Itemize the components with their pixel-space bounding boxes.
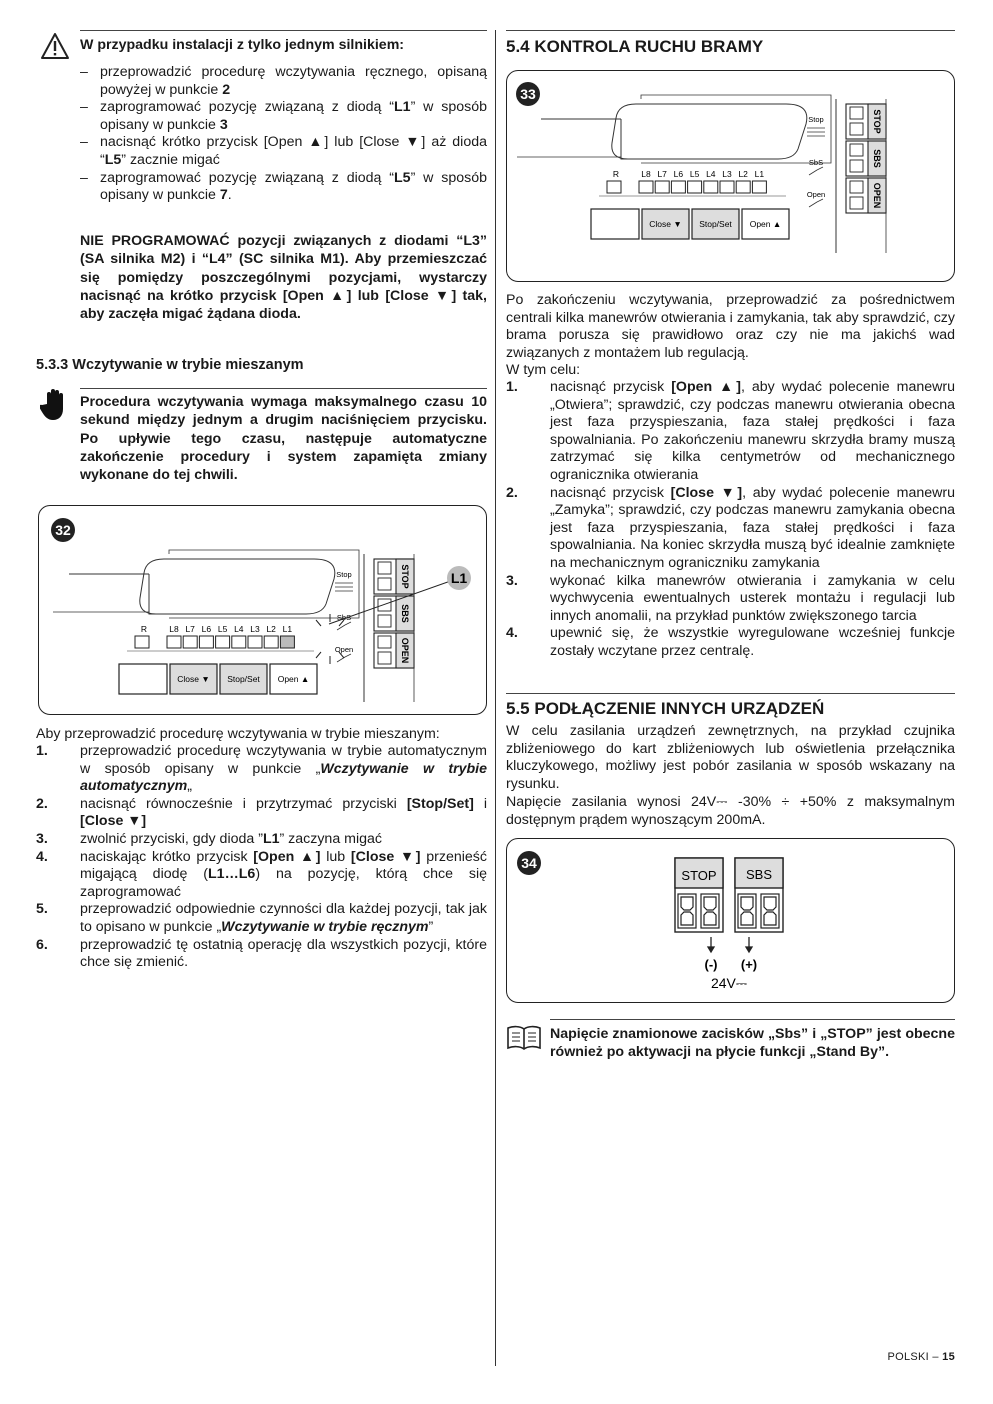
led-label: L4	[706, 169, 716, 179]
list-item: – nacisnąć krótko przycisk [Open ▲] lub [Close ▼] aż dioda “L5” zacznie migać	[80, 134, 487, 169]
blank-button	[119, 664, 167, 694]
check-intro: W tym celu:	[506, 362, 581, 378]
list-item: 4. naciskając krótko przycisk [Open ▲] lub [Close ▼] przenieść migającą diodę (L1…L6) na pozycję, którą chce się zaprogramować	[36, 848, 487, 900]
terminal-label: Stop	[808, 115, 824, 124]
led-square	[135, 636, 149, 648]
page-number: 15	[942, 1351, 955, 1363]
warning-icon	[40, 32, 70, 60]
led-label: L3	[722, 169, 732, 179]
terminal-block-label: SBS	[400, 604, 410, 623]
led-label: L3	[250, 624, 260, 634]
led-label: L1	[282, 624, 293, 634]
voltage-paragraph: Napięcie zasilania wynosi 24V⎓ -30% ÷ +50% z maksymalnym dostępnym prądem wynoszącym 200mA.	[506, 794, 955, 828]
hand-icon	[40, 388, 70, 422]
terminal-block-label: OPEN	[872, 182, 882, 209]
terminal-label: SbS	[808, 158, 824, 167]
led-square	[671, 181, 685, 193]
led-square	[720, 181, 734, 193]
stop-terminal-label: STOP	[681, 868, 717, 883]
board-button-label: Stop/Set	[699, 219, 732, 229]
led-label: L5	[689, 169, 700, 179]
list-item: 3. zwolnić przyciski, gdy dioda ”L1” zaczyna migać	[36, 830, 382, 847]
minus-label: (-)	[704, 957, 718, 972]
blank-button	[591, 209, 639, 239]
led-square	[167, 636, 181, 648]
hand-rule	[80, 388, 487, 389]
voltage-label: 24V⎓	[710, 975, 748, 991]
terminal-block-label: STOP	[872, 109, 882, 134]
board-button-label: Stop/Set	[227, 674, 260, 684]
section-55-title: 5.5 PODŁĄCZENIE INNYCH URZĄDZEŃ	[506, 699, 825, 718]
footer-language: POLSKI –	[887, 1351, 943, 1363]
terminal-block-label: SBS	[872, 149, 882, 168]
board-button-label: Open ▲	[749, 219, 782, 229]
check-paragraph: Po zakończeniu wczytywania, przeprowadzić za pośrednictwem centrali kilka manewrów otwierania i zamykania, tak aby sprawdzić, czy brama porusza się prawidłowo oraz czy nie ma jakichś wad związanych z montażem lub regulacją.	[506, 292, 955, 361]
led-square	[607, 181, 621, 193]
led-label: L5	[217, 624, 228, 634]
list-item: 1. przeprowadzić procedurę wczytywania w trybie automatycznym w sposób opisany w punkcie „Wczytywanie w trybie automatycznym„	[36, 743, 487, 795]
board-button-label: Close ▼	[649, 219, 682, 229]
led-label: L2	[266, 624, 276, 634]
control-board-diagram	[507, 71, 956, 283]
figure-34	[506, 838, 955, 1003]
mixed-steps-list	[36, 743, 487, 972]
led-label: L1	[754, 169, 765, 179]
list-item: 4. upewnić się, że wszystkie wyregulowane wcześniej funkcje zostały wczytane przez centralę.	[506, 625, 955, 659]
page-footer	[887, 1349, 955, 1367]
single-motor-list	[80, 64, 487, 205]
terminal-label: Open	[334, 645, 354, 654]
led-square	[264, 636, 278, 648]
terminal-diagram	[507, 839, 956, 1004]
list-item: 6. przeprowadzić tę ostatnią operację dla wszystkich pozycji, które chce się zmienić.	[36, 936, 487, 971]
list-item: – przeprowadzić procedurę wczytywania ręcznego, opisaną powyżej w punkcie 2	[80, 64, 487, 99]
list-item: – zaprogramować pozycję związaną z diodą “L5” w sposób opisany w punkcie 7.	[80, 170, 487, 205]
led-square	[280, 636, 294, 648]
terminal-label: SbS	[336, 613, 352, 622]
check-steps-list	[506, 379, 955, 661]
book-note: Napięcie znamionowe zacisków „Sbs” i „STOP” jest obecne również po aktywacji na płycie funkcji „Stand By”.	[550, 1026, 955, 1061]
led-label: L6	[201, 624, 212, 634]
figure-34-number: 34	[517, 851, 541, 875]
led-label: L7	[657, 169, 667, 179]
board-button-label: Open ▲	[277, 674, 310, 684]
list-item: 3. wykonać kilka manewrów otwierania i zamykania w celu wychwycenia ewentualnych usterek montażu i regulacji lub innych anomalii, na przykład punktów zwiększonego tarcia	[506, 572, 955, 624]
list-item: 2. nacisnąć przycisk [Close ▼], aby wydać polecenie manewru „Zamyka”; sprawdzić, czy podczas manewru zamykania obecna jest faza przyspieszania, faza stałej prędkości i faza spowalniania. Na koniec skrzydła muszą być idealnie zamknięte na mechanicznym ograniczniku zamykania	[506, 484, 955, 571]
warning-rule	[80, 30, 487, 31]
led-square	[736, 181, 750, 193]
mixed-intro: Aby przeprowadzić procedurę wczytywania w trybie mieszanym:	[36, 726, 440, 742]
list-item: – zaprogramować pozycję związaną z diodą “L1” w sposób opisany w punkcie 3	[80, 99, 487, 134]
board-button-label: Close ▼	[177, 674, 210, 684]
led-label: L8	[169, 624, 179, 634]
terminal-block-label: OPEN	[400, 637, 410, 664]
power-paragraph: W celu zasilania urządzeń zewnętrznych, na przykład czujnika zbliżeniowego do kart zbliżeniowych lub oświetlenia przełącznika kluczykowego, możliwy jest pobór zasilania w sposób wskazany na rysunku.	[506, 723, 955, 792]
terminal-label: Open	[806, 190, 826, 199]
figure-33	[506, 70, 955, 282]
l1-callout: L1	[450, 570, 468, 586]
led-square	[232, 636, 246, 648]
list-item: 5. przeprowadzić odpowiednie czynności dla każdej pozycji, tak jak to opisano w punkcie „Wczytywanie w trybie ręcznym”	[36, 901, 487, 935]
column-divider	[495, 30, 496, 1366]
figure-32	[38, 505, 487, 715]
terminal-label: Stop	[336, 570, 352, 579]
led-square	[216, 636, 230, 648]
terminal-block-label: STOP	[400, 564, 410, 589]
led-label: L6	[673, 169, 684, 179]
hand-note: Procedura wczytywania wymaga maksymalnego czasu 10 sekund między jednym a drugim naciśnięciem przycisku. Po upływie tego czasu, następuje automatyczne zakończenie procedury i system zapamięta zmiany wykonane do tej chwili.	[80, 394, 487, 484]
section-55-rule	[506, 693, 955, 694]
led-square	[199, 636, 213, 648]
led-square	[248, 636, 262, 648]
led-label: L7	[185, 624, 195, 634]
plus-label: (+)	[740, 957, 758, 972]
control-board-diagram	[39, 506, 488, 716]
list-item: 1. nacisnąć przycisk [Open ▲], aby wydać polecenie manewru „Otwiera”; sprawdzić, czy podczas manewru otwierania obecna jest faza przyspieszania, faza stałej prędkości i faza spowalniania. Po zakończeniu manewru skrzydła bramy muszą zatrzymać się kilka centymetrów od mechanicznego ogranicznika otwierania	[506, 379, 955, 483]
led-label: R	[612, 169, 620, 179]
book-icon	[506, 1025, 542, 1051]
warning-title: W przypadku instalacji z tylko jednym silnikiem:	[80, 37, 405, 53]
led-square	[639, 181, 653, 193]
led-square	[655, 181, 669, 193]
led-label: L4	[234, 624, 244, 634]
section-54-rule	[506, 30, 955, 31]
led-square	[688, 181, 702, 193]
section-54-title: 5.4 KONTROLA RUCHU BRAMY	[506, 37, 764, 56]
led-square	[752, 181, 766, 193]
sbs-terminal-label: SBS	[745, 867, 773, 882]
led-label: L8	[641, 169, 651, 179]
book-rule	[550, 1019, 955, 1020]
led-label: R	[140, 624, 148, 634]
led-square	[704, 181, 718, 193]
section-533-title: 5.3.3 Wczytywanie w trybie mieszanym	[36, 357, 304, 373]
notice-text: NIE PROGRAMOWAĆ pozycji związanych z diodami “L3” (SA silnika M2) i “L4” (SC silnika M1). Aby przemieszczać się pomiędzy poszczególnymi pozycjami, wystarczy nacisnąć na krótko przycisk [Open ▲] lub [Close ▼] tak, aby zaczęła migać żądana dioda.	[80, 233, 487, 323]
list-item: 2. nacisnąć równocześnie i przytrzymać przyciski [Stop/Set] i [Close ▼]	[36, 795, 487, 830]
led-square	[183, 636, 197, 648]
figure-32-number: 32	[51, 518, 75, 542]
led-label: L2	[738, 169, 748, 179]
figure-33-number: 33	[516, 82, 540, 106]
